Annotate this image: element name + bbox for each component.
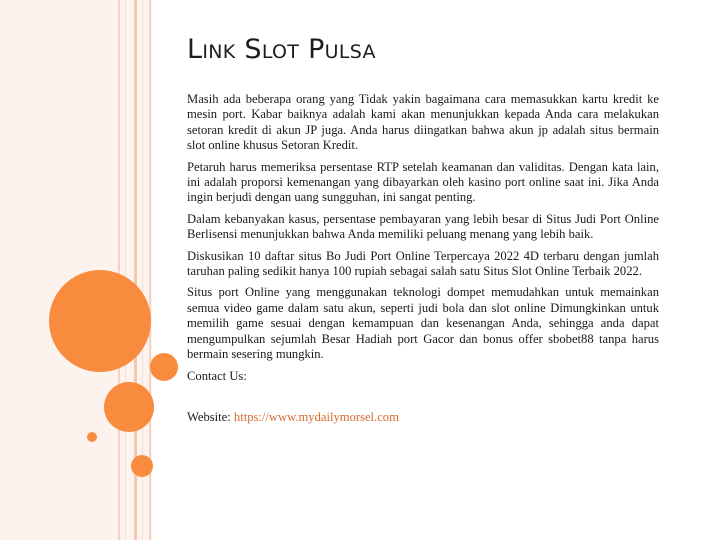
slide-content [187, 30, 659, 438]
decorative-stripe [118, 0, 120, 540]
decorative-circle-large [49, 270, 151, 372]
decorative-left-panel [0, 0, 152, 540]
slide-title: Link Slot Pulsa [187, 34, 376, 65]
decorative-circle-medium [150, 353, 178, 381]
paragraph: Dalam kebanyakan kasus, persentase pembayaran yang lebih besar di Situs Judi Port Online Berlisensi menunjukkan bahwa Anda memiliki peluang menang yang lebih baik. [187, 211, 659, 242]
paragraph: Petaruh harus memeriksa persentase RTP setelah keamanan dan validitas. Dengan kata lain, ini adalah proporsi kemenangan yang dibayarkan oleh kasino port online saat ini. Jika Anda ingin berjudi dengan uang sungguhan, ini sangat penting. [187, 159, 659, 205]
decorative-stripe [125, 0, 126, 540]
website-link[interactable]: https://www.mydailymorsel.com [233, 409, 399, 424]
paragraph: Diskusikan 10 daftar situs Bo Judi Port Online Terpercaya 2022 4D terbaru dengan jumlah taruhan paling sedikit hanya 100 rupiah sebagai salah satu Situs Slot Online Terbaik 2022. [187, 248, 659, 279]
contact-label: Contact Us: [187, 368, 247, 383]
decorative-circle [104, 382, 154, 432]
decorative-circle-small [87, 432, 97, 442]
website-label: Website: [187, 409, 234, 424]
paragraph: Masih ada beberapa orang yang Tidak yakin bagaimana cara memasukkan kartu kredit ke mesin port. Kabar baiknya adalah kami akan menunjukkan kepada Anda cara melakukan setoran kredit di akun JP juga. Anda harus diingatkan bahwa akun jp adalah situs bermain slot online khusus Setoran Kredit. [187, 92, 659, 153]
paragraph: Situs port Online yang menggunakan teknologi dompet memudahkan untuk memainkan semua video game dalam satu akun, seperti judi bola dan slot online Dimungkinkan untuk memilih game sesuai dengan kemampuan dan kesenangan Anda, sehingga anda dapat mengumpulkan sejumlah Besar Hadiah port Gacor dan bonus offer sbobet88 tanpa harus bermain sesering mungkin. [187, 285, 659, 362]
website-line [187, 410, 659, 425]
decorative-circle-small [131, 455, 153, 477]
